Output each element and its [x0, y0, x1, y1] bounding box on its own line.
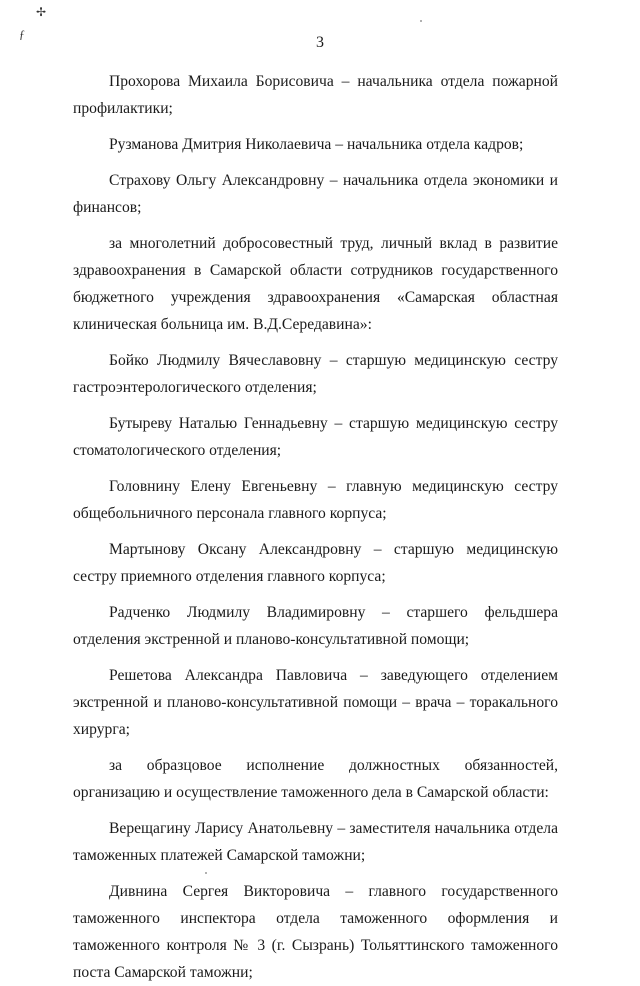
paragraph: за образцовое исполнение должностных обязанностей, организацию и осуществление таможенного дела в Самарской области: [73, 757, 558, 801]
paragraph: Решетова Александра Павловича – заведующего отделением экстренной и планово-консультативной помощи – врача – торакального хирурга; [73, 667, 558, 738]
paragraph: Бойко Людмилу Вячеславовну – старшую медицинскую сестру гастроэнтерологического отделения; [73, 352, 558, 396]
scan-speck [420, 20, 422, 22]
paragraph: Рузманова Дмитрия Николаевича – начальника отдела кадров; [109, 136, 524, 153]
paragraph: Радченко Людмилу Владимировну – старшего фельдшера отделения экстренной и планово-консультативной помощи; [73, 604, 558, 648]
scan-artifact-mark: ✢ [36, 5, 47, 19]
paragraph: Мартынову Оксану Александровну – старшую медицинскую сестру приемного отделения главного корпуса; [73, 541, 558, 585]
page-number: 3 [316, 34, 324, 51]
paragraph: Страхову Ольгу Александровну – начальника отдела экономики и финансов; [73, 172, 558, 216]
scan-artifact-mark: ƒ [19, 27, 25, 41]
paragraph: за многолетний добросовестный труд, личный вклад в развитие здравоохранения в Самарской области сотрудников государственного бюджетного учреждения здравоохранения «Самарская областная клиническая больница им. В.Д.Середавина»: [73, 235, 558, 333]
document-body [73, 68, 558, 986]
paragraph: Головнину Елену Евгеньевну – главную медицинскую сестру общебольничного персонала главного корпуса; [73, 478, 558, 522]
paragraph: Дивнина Сергея Викторовича – главного государственного таможенного инспектора отдела таможенного оформления и таможенного контроля № 3 (г. Сызрань) Тольяттинского таможенного поста Самарской таможни; [73, 883, 558, 981]
paragraph: Бутыреву Наталью Геннадьевну – старшую медицинскую сестру стоматологического отделения; [73, 415, 558, 459]
paragraph: Прохорова Михаила Борисовича – начальника отдела пожарной профилактики; [73, 73, 558, 117]
paragraph: Верещагину Ларису Анатольевну – заместителя начальника отдела таможенных платежей Самарской таможни; [73, 820, 558, 864]
